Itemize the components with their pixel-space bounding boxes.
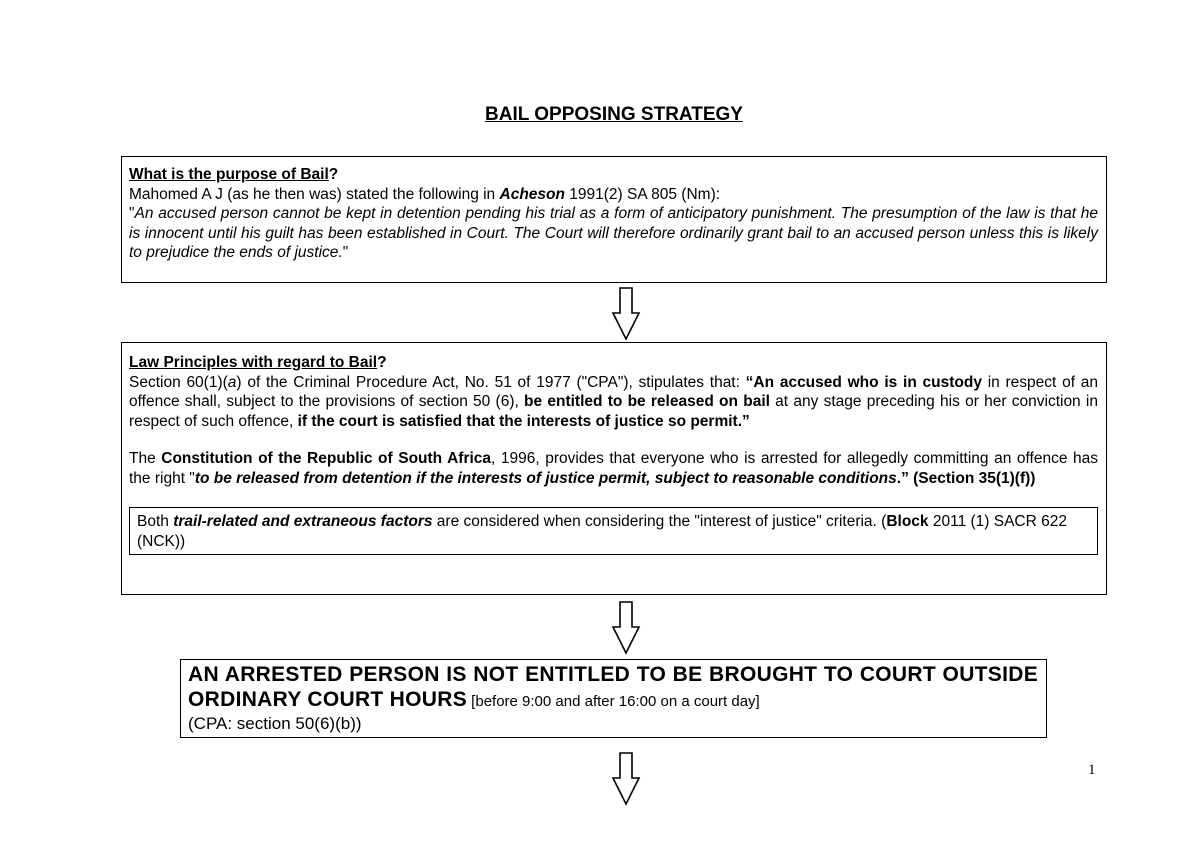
down-arrow-icon <box>611 287 641 341</box>
down-arrow-icon <box>611 601 641 655</box>
section-60-paragraph: Section 60(1)(a) of the Criminal Procedure Act, No. 51 of 1977 ("CPA"), stipulates that: “An accused who is in custody in respect of an offence shall, subject to the provisions of section 50 (6), be entitled to be released on bail at any stage preceding his or her conviction in respect of such offence, if the court is satisfied that the interests of justice so permit.” <box>129 373 1098 430</box>
court-hours-note: [before 9:00 and after 16:00 on a court day] <box>467 693 760 710</box>
page-number: 1 <box>1088 762 1096 778</box>
down-arrow-icon <box>611 752 641 806</box>
interest-of-justice-note: Both trail-related and extraneous factors are considered when considering the "interest of justice" criteria. (Block 2011 (1) SACR 622 (NCK)) <box>129 507 1098 555</box>
law-principles-box <box>121 342 1107 595</box>
section-35-reference: (Section 35(1)(f)) <box>913 469 1036 487</box>
court-hours-box <box>180 659 1047 738</box>
acheson-intro: Mahomed A J (as he then was) stated the following in Acheson 1991(2) SA 805 (Nm): <box>129 185 721 203</box>
purpose-of-bail-box <box>121 156 1107 283</box>
page-title: BAIL OPPOSING STRATEGY <box>485 104 743 125</box>
purpose-heading: What is the purpose of Bail <box>129 166 329 183</box>
law-principles-heading-q: ? <box>377 354 387 371</box>
law-principles-heading: Law Principles with regard to Bail <box>129 354 378 371</box>
constitution-paragraph: The Constitution of the Republic of South Africa, 1996, provides that everyone who is arrested for allegedly committing an offence has the right "to be released from detention if the interests of justice permit, subject to reasonable conditions.” (Section 35(1)(f)) <box>129 450 1098 487</box>
acheson-case-name: Acheson <box>499 185 565 203</box>
acheson-quote: "An accused person cannot be kept in detention pending his trial as a form of anticipatory punishment. The presumption of the law is that he is innocent until his guilt has been established in Court. The Court will therefore ordinarily grant bail to an accused person unless this is likely to prejudice the ends of justice." <box>129 205 1098 261</box>
court-hours-statement: AN ARRESTED PERSON IS NOT ENTITLED TO BE BROUGHT TO COURT OUTSIDE ORDINARY COURT HOURS [before 9:00 and after 16:00 on a court day] <box>188 663 1038 711</box>
cpa-section-50-reference: (CPA: section 50(6)(b)) <box>188 714 362 733</box>
purpose-heading-q: ? <box>328 166 339 183</box>
